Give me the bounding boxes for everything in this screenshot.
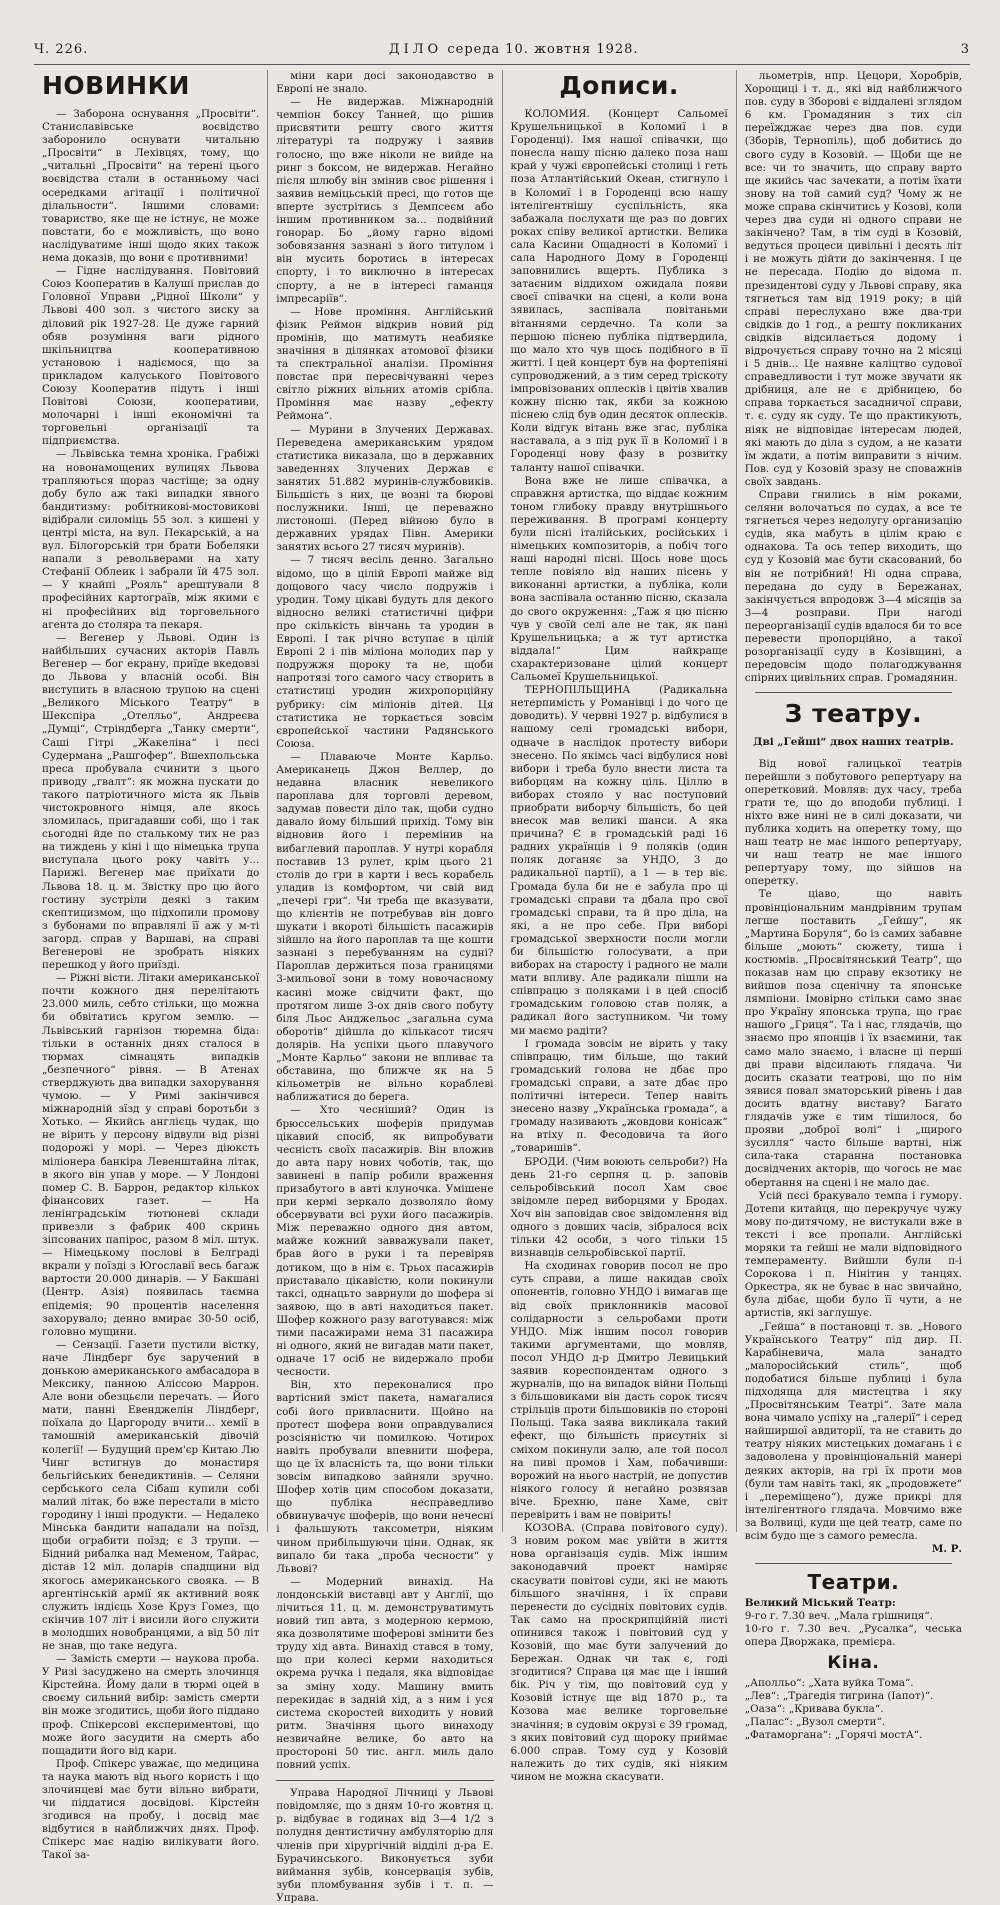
review-subheading: Дві „Гейші“ двох наших театрів.: [753, 736, 954, 749]
article-paragraph: — 7 тисяч весіль денно. Загально відомо, що в цілій Европі майже від дощового часу число подружів і уродин. Тому цікаві будуть для декого відносно великі статистичні цифри про скількість вінчань та уродин в Европі. І так річно вступає в цілій Европі 2 і пів міліона молодих пар у подружжя щороку та не, щоби напротязі того самого часу створить в статистиці уродин жихропорційну рубрику: сім міліонів дітей. Ця статистика не торкається зовсім європейської частини Радянського Союза.: [276, 554, 494, 750]
article-paragraph: — Заборона оснування „Просвіти“. Станиславівське воєвідство заборонило оснувати читальню „Просвіти“ в Лехівцях, тому, що „читальні „Просвіти“ на терені цього воєвідства стали в останньому часі осередками агітації і політичної ділальности“. Іншими словами: товариство, яке ще не істнує, не може повстати, бо є можливість, що воно наслідуватиме інші щодо яких також нема доказів, що вони є противними!: [42, 108, 260, 265]
listing-line: „Лев“: „Трагедія тигрина (Іапот)“.: [744, 1690, 934, 1703]
columns: [34, 70, 970, 1904]
article-paragraph: — Модерний винахід. На лондонській виставці авт у Англії, що лічиться 11. ц. м. демонструватимуть новий тип авта, з модерною кермою, яка дозволятиме шоферові змінити без труду хід авта. Винахід стався в тому, що при колесі керми находиться окрема ручка і педаля, яка відповідає за зміну ходу. Машину вмить перекидає в задній хід, а з ним і уся система скоростей виходить у новий ритм. Значіння цього винаходу незвичайне велике, бо авто на простороні 50 тис. англ. миль дало повний успіх.: [276, 1575, 494, 1772]
listing-line: „Аполльо“: „Хата вуйка Тома“.: [744, 1677, 914, 1690]
issue-number: Ч. 226.: [34, 42, 89, 57]
article-paragraph: — Ріжні вісти. Літаки американської почти кожного дня перелітають 23.000 миль, себто стільки, що можна би обвітатись кругом землю. — Львівський гарнізон тюремна біда: тільки в останніх днях сталося в тюрмах сімнацять випадків „безпечного“ рівня. — В Атенах стверджують два випадки захорування чумою. — У Римі закінчився міжнародній зїзд у справі боротьби з Хотько. — Якийсь англієць чудак, що не вірить у персону відвули від різні подорожі у морі. — Через діюксть міліонера банкіра Левенштайна літак, в якого він упав у море. — У Лондоні помер С. В. Баррон, редактор кількох фінансових газет. — На ленінградськім тютюневі склади привезли з фабрик 400 скринь зіпсованих папірос, разом 8 міл. штук. — Німецькому послові в Белграді вкрали у поїзді з Югославії весь багаж вартости 20.000 динарів. — У Бакшані (Центр. Азія) появилась таємна епідемія; 90 процентів населення захорувало; денно вмирає 30-50 осіб, головно мущини.: [42, 972, 260, 1338]
listing-line: „Фатаморгана“: „Горячі мостА“.: [744, 1729, 923, 1742]
article-paragraph: — Вегенер у Львові. Один із найбільших сучасних акторів Павль Вегенер — бог екрану, приїде вкедовзі до Львова у власній особі. Він виступить в власною трупою на сцені „Великого Міського Театру“ в Шекспіра „Отелльо“, Андреєва „Думці“, Стріндберга „Танку смерти“, Саші Гітрі „Жакеліна“ і пєсі Судермана „Рашгофер“. Вшехпольська преса пробувала счинити з цього приводу „гвалт“: як можна пускати до такого патріотичного міста як Львів чистокровного німця, але якось зломилась, пригадавши собі, що і так сьогодні йде по сталькому тих не раз на тиждень у кіні і що німецька трупа виступала цього року чавіть у... Парижі. Вегенер має приїхати до Львова 18. ц. м. Звістку про цю його гостину зустріли деякі з таким скептицизмом, що підхопили промову з бубонами по вправлялі її аж у м-ті загорд. справ у Варшаві, на справі Вегенерові не зробрать ніяких перешкод у його приїзді.: [42, 631, 260, 972]
article-paragraph: Те ціаво, що навіть провінціональним мандрівним трупам легше поставить „Гейшу“, як „Мартина Боруля“, бо із самих забавне більше „моють“ сюжету, тиша і костюмів. „Просвітянський Театр“, що показав нам цю справу екзотику не вийшов поза сценічну та японське лямпіони. Імовірно стільки само знає про Україну японська трупа, що грає нашого „Гриця“. Та і нас, глядачів, що знаємо про японців і їх взаємини, так само мало знаємо, і власне ці перші дві прави відсилають глядача. Чи досить сказати театрові, що по нім зявися повал зматорський рівень і дав досить вдатну виставу? Багато глядачів уже є тим тішилося, бо прояви „доброї волі“ і „щирого зусилля“ часто більше вартні, ніж сила-така старанна постановка досвідчених акторів, що чогось не має обертання на сцені і не мало дає.: [744, 888, 962, 1189]
article-paragraph: — Мурини в Злучених Державах. Переведена американським урядом статистика виказала, що в державних заведеннях Злучених Держав є занятих 51.882 муринів-службовиків. Більшість з них, це возні та бюрові послужники. Інші, це переважно листоноші. (Перед війною було в державних урядах Півн. Америки занятих всього 27 тисяч муринів).: [276, 423, 494, 554]
notice-text: Управа Народної Лічниці у Львові повідомляє, що з дням 10-го жовтня ц. р. відбуває в годинах від 3—4 1/2 з полудня дентистичну амбуляторію для членів при хірургічній відділі д-ра Е. Бурачинського. Виконується зуби виймання зубів, консервація зубів, зуби пломбування зубів і т. п. — Управа.: [276, 1787, 494, 1904]
section-heading-news: НОВИНКИ: [42, 71, 190, 100]
article-paragraph: — Сензації. Газети пустили вістку, наче Ліндберг бує заручений в донькою американського амбасадора в Мексику, панною Аліссою Маррон. Але вони обезцьєли перечать. — Його мати, панні Евенджелін Ліндберг, поїхала до Царгороду вчити... хемії в тамошній американській дівочій колегії! — Будущий прем'єр Китаю Лю Чинг встигнув до монастиря бельгійських бенедиктинів. — Селяни сербського села Сібаш купили собі малий літак, бо вже перестали в місто городину і інші продукти. — Недалеко Мінська бандити нападали на поїзд, щоби ограбити поїзд; є 3 трупи. — Бідний рибалка над Меменом, Тайрас, дістав 12 міл. доларів спадщини від якогось американського свояка. — В аргентінській армії як активний вояк служить індієць Хозе Круз Гомез, що скінчив 107 літ і висили його служити в молодших новобранцями, а від 50 літ не знав, що таке недуга.: [42, 1338, 260, 1652]
article-paragraph: „Гейша“ в постановці т. зв. „Нового Українського Театру“ під дир. П. Карабіневича, мала занадто „малоросійський стиль“, щоб подобатися більше публиці і була підходяща для мистецтва і яку „Просвітянським Театрі“. Зате мала вона чимало успіху на „галерії“ і серед найширшої авдиторії, та не ставить до театру ніяких мистецьких домагань і є задоволена у провінціональній манері деяких акторів, на грі їх проти мов (були там навіть такі, як „продовжете“ і „переміщено“), дуже прикрі для інтелігентного глядача. Мовчимо вже за Волвиці, куди ще цей театр, саме по всім будо ще з самого ремесла.: [744, 1320, 962, 1543]
divider: [755, 692, 952, 693]
article-paragraph: — Хто чесніший? Один із брюссельських шоферів придумав цікавий спосіб, як випробувати чесність своїх пасажирів. Він вложив до авта пару нових чоботів, так, що завинені в папір робили враження призабутого в авті клуночка. Умішене при кермі зеркало дозволяло йому обсервувати всі рухи його пасажирів. Між переважно одного дня автом, майже кожний завважували пакет, брав його в руки і та перевіряв дотиком, що в нім є. Трьох пасажирів приставало цікавістю, коли покинули таксі, однацьто заврнули до шофера зі заявою, що в авті находиться пакет. Шофер кожного разу ваготувався: між тими пасажирами нема 31 пасажира ні одного, який не вигадав мати пакет, одначе 17 осіб не видержало проби чесности.: [276, 1104, 494, 1379]
column-1: [34, 70, 268, 1862]
page-number: 3: [960, 42, 970, 57]
issue-date: середа 10. жовтня 1928.: [447, 42, 639, 57]
article-paragraph: Він, хто переконалися про вартісний зміст пакета, намагалися собі його привласнити. Щойно на протест шофера вони оправдувалися розсіяністю чи помилкою. Чотирох навіть пробували впевнити шофера, що це їх власність та, що вони тільки зовсім випадково зайняли зручно. Шофер хотів цим способом доказати, що публіка несправедливо обвинувачує шоферів, що вони нечесні і фальшують таксометри, ніяким чином прибільшуючи ціни. Однак, як випало би така „проба чесности“ у Львові?: [276, 1379, 494, 1575]
listing-line: „Палас“: „Вузол смерти“.: [744, 1716, 886, 1729]
masthead: [34, 40, 970, 65]
column-3: [503, 70, 737, 1783]
article-paragraph: Проф. Спікерс уважає, що медицина та наука мають від нього користь і що злочинцеві має бути вільно вибрати, чи піддатися досвідові. Кірстейн згодився на пробу, і досвід має відбутися в найближчих днях. Проф. Спікерс має надію вилікувати його. Такої за-: [42, 1757, 260, 1862]
article-paragraph: На сходинах говорив посол не про суть справи, а лише накидав своїх опонентів, головно УНДО і вимагав ще від своїх приклонників масової солідарности з сельробами проти УНДО. Між іншим посол говорив такими аргументами, що мовляв, посол УНДО д-р Дмитро Левицький заявив кореспондентам одного з журналів, що на випадок війни Польщі з більшовиками він дасть сорок тисяч стрільців проти більшовиків по стороні Польщі. Така заява викликала такий ефект, що більшість присутніх зі сміхом покинули залю, але той посол на пиві промов і Хам, побачивши: ворожий на нього настрій, не допустив ніякого голосу й негайно розвязав віче. Брехню, пане Хаме, світ перевірить і вам не повірить!: [510, 1260, 728, 1522]
column-4: [737, 70, 970, 1742]
article-paragraph: — Плаваюче Монте Карльо. Американець Джон Веллер, до недавна власник невеликого пароплава для торговлі деревом, задумав повести діло так, щоби судно давало йому більший прихід. Тому він відновив його і перемінив на вибаглевий пароплав. У нутрі корабля поставив 13 рулет, крім цього 21 столів до гри в карти і весь корабель уладив із комфортом, чи свій вид „печері гри“. Чи треба ще вказувати, що клієнтів не потребував він довго шукати і вкороті більшість пасажирів зійшло на його пароплав та ще кошти зазнані з перебуванням на судні? Пароплав держиться поза границями 3-мильової зони в тому новочасному касині може свідчити факт, що протягом лише 3-ох днів свого побуту біля Льос Анджельос „загальна сума оборотів“ дійшла до кількасот тисяч долярів. На успіхи цього плавучого „Монте Карльо“ закони не впливає та обставина, що ближче як на 5 кільометрів не вільно кораблеві наближатися до берега.: [276, 750, 494, 1104]
article-paragraph: — Не видержав. Міжнародній чемпіон боксу Танней, що рішив присвятити решту свого життя літературі та подружу і заявив голосно, що вже ніколи не вийде на ринг з боксом, не видержав. Негайно після шлюбу він змінив своє рішення і заявив неміцьській пресі, що готов ще вперте зустрітись з Демпсеєм або іншим противником за... подвійний гонорар. Бо „йому гарно відомі зобовязання зазнані з його титулом і він мусить боротись в інтересах спорту, і то виключно в інтересах спорту, а не в інтересі гаманця імпресаріїв“.: [276, 96, 494, 305]
masthead-title: [389, 42, 639, 57]
article-paragraph: — Нове проміння. Англійський фізик Реймон відкрив новий рід промінів, що матимуть неабияке значіння в ділянках атомової фізики та спектральної аналізи. Проміння повстає при пересвічуванні через світло ріжних вільних атомів срібла. Проміння має назву „ефекту Реймона“.: [276, 305, 494, 423]
article-paragraph: Справи гнились в нім роками, селяни волочаться по судах, а все те тягнеться через недолугу организацію судів, яка мабуть в цілім краю є однакова. Та ось тепер виходить, що суд у Козовій має бути скасований, бо він не потрібний! Ні одна справа, передана до суду в Бережанах, закінчується впродовж 3—4 місяців за 3—4 розправи. При нагоді переорганізації судів вдалося би то все перевести пропорційно, а такої розорганізації суду в Козівщині, а передовсім щодо полагоджування спірних цивільних справ. Громадянин.: [744, 489, 962, 685]
listing-line: „Оаза“: „Кривава букла“.: [744, 1703, 884, 1716]
article-paragraph: льометрів, нпр. Цецори, Хоробрів, Хорощиці і т. д., які від найближчого пов. суду в Зборові є віддалені зглядом 6 км. Громадянин з тих сіл переїжджає через два пов. суди (Зборів, Тернопіль), щоб добитись до свого суду в Козовій. — Щоби ще не все: чи то значить, що справу варто ще якийсь час зачекати, а потім їхати знову на той самий суд? Чому ж не може справа скінчитись у Козові, коли через два суди ні одного справи не закінчено? Там, в тім суді в Козовій, ведуться процеси цивільні і десять літ і не можуть дійти до закінчення. І це не пересада. Подію до відома п. президентові суду у Львові справу, яка тягнеться там від 1919 року; в цій справі переслухано вже два-три свідків до 1 год., а решту покликаних свідків відсилається додому і відрочується справу точно на 2 місяці і 5 днів... Це наявне каліцтво судової справедливости і тут може звучати як дрібниця, але не є дрібницею, бо справа торкається засадничої справи, т. є. суду як суду. Те що практикують, ніяк не відповідає інтересам людей, які мають до діла з судом, а не казати їм ждати, а потім виправити з нічим. Пов. суд у Козовій зразу не споважнів своїх завдань.: [744, 70, 962, 488]
article-paragraph: КОЗОВА. (Справа повітового суду). З новим роком має увійти в життя нова організація судів. Між іншим законодавчий проект наміряє скасувати повітові суди, які не мають більшого значіння, і їх справи перенести до сусідніх повітових судів. Так само на проскрипційній листі опинився також і повітовий суд у Козовій, що має бути залучений до Бережан. Однак чи так є, годі згодитися? Справа ця має ще і інший бік. Річ у тім, що повітовий суд у Козовій істнує ще від 1870 р., та Козова має велике торговельне значіння; в судовім окрузі є 39 громад, з яких повітовий суд щороку приймає 6.000 справ. Тому суд у Козовій належить до тих судів, які ніяким чином не можна скасувати.: [510, 1522, 728, 1783]
section-heading-theatres: Театри.: [807, 1570, 900, 1595]
article-paragraph: КОЛОМИЯ. (Концерт Сальомеї Крушельницької в Коломиї і в Городенці). Імя нашої співачки, що понесла нашу пісню далеко поза наш край у чужі європейські столиці і геть поза Атлантійський Океан, стигнуло і в Коломиї і в Городенці всю нашу інтелігентнішу суспільність, яка забажала послухати ще раз по довгих роках співу великої артистки. Велика сала Касини Ощадності в Коломиї і сала Народного Дому в Городенці заповнились вщерть. Публика з затаєним віддихом ожидала появи своєї співачки на сцені, а коли вона зявилась, заспівала повітаньми вітаннями сердечно. Та коли за першою піснею публіка підтвердила, що мало хто чув щось подібного в її житті. І цей концерт був на фортепіяні супроводжений, а з тим серед тріскоту імпровізованих оплесків і цвітів хвалив кожну пісню так, якби за кожною піснею слід був один десяток оплесків. Коли відгук вітань вже згас, публіка наставала, а з під рук її в Коломиї і в Городенці нову фазу в розвитку таланту нашої співачки.: [510, 108, 728, 474]
section-heading-cinemas: Кіна.: [827, 1653, 880, 1674]
listing-line: Великий Міський Театр:: [744, 1597, 896, 1610]
article-paragraph: — Львівська темна хроніка. Грабіжі на новонамощених вулицях Львова трапляються щораз частіще; за одну добу було аж такі випадки явного бандитизму: робітникові-мостовикові відібрали силоміць 55 зол. з кишені у центрі міста, на вул. Пекарській, а на вул. Білогорській три брати Бобеляки напали з револьверами на хату Стефанії Облеик і забрали їй 475 зол. — У кнайпі „Рояль“ арештували 8 професійних картограїв, між якими є ні професійних від торговельного агента до столяра та пекаря.: [42, 448, 260, 631]
article-paragraph: — Гідне наслідування. Повітовий Союз Кооператив в Калуші прислав до Головної Управи „Рідної Школи“ у Львові 400 зол. з чистого зиску за діловий рік 1927-28. Це дуже гарний обяв розуміння ваги рідного шкільництва кооперативною установою і надіємося, що за прикладом калуського Повітового Союзу Кооператив підуть і інші Повітові Союзи, кооперативи, молочарні і інші економічні та торговельні організації та підприємства.: [42, 265, 260, 448]
section-heading-theatre: З театру.: [784, 699, 923, 729]
article-paragraph: Вона вже не лише співачка, а справжня артистка, що віддає кожним тоном глибоку правду внутрішнього переживання. В програмі концерту були пісні італійських, російських і німецьких композиторів, а побіч того наші народні пісні. Щось нове щось тепле повіяло від наших пісень у виконанні артистки, а публіка, коли вона заспівала останню пісню, сказала до свого окруження: „Таж я цю пісню чув у своїй селі але не так, як пані Крушельницька; а ж тут артистка віддала!“ Цим найкраще схарактеризоване цілий концерт Сальомеї Крушельницької.: [510, 474, 728, 684]
article-paragraph: ТЕРНОПІЛЬЩИНА (Радикальна нетерпимість у Романівці і до чого це доводить). У червні 1927 р. відбулися в нашому селі громадські вибори, одначе в наслідок протесту вибори знесено. По якімсь часі відбулися нові вибори і треба було внести листа та виборцям на кожну ціль. Ціллю в виборах стояло у нас поступовий приобрати виборчу більшість, бо цей внесок мав великі шанси. А яка причина? Є в громадській раді 16 радних українців і 9 поляків (один поляк доганяє за УНДО, 3 до радикальної партії), а 1 — в тер віє. Громада була би не е забула про ці громадські справи та дбала про свої громадські справи, та й про діла, на які, а не про себе. При виборі громадської зверхности посли могли би більшістю голосувати, а при виборах на старосту і радного не мали мати впливу. Але радикали пішли на співпрацю з поляками і в цей спосіб громадським головою став поляк, а радикал його заступником. Чи тому ми маємо радіти?: [510, 684, 728, 1037]
article-paragraph: БРОДИ. (Чим воюють сельроби?) На день 21-го серпня ц. р. заповів сельробівський посол Хам своє звідомле перед виборцями у Бродах. Хоч він заповідав своє звідомлення від одного з довших часів, зібралося всіх тільки 42 особи, з чого тільки 15 визнавців сельробівської партії.: [510, 1155, 728, 1260]
column-2: [268, 70, 502, 1904]
article-paragraph: І громада зовсім не вірить у таку співпрацю, тим більше, що такий громадський голова не дбає про громадські справи, а зате дбає про політичні інтереси. Тепер навіть знесено назву „Українська громада“, а громаду називають „жовдови конісаж“ на втіху п. Фесодовича та його „товаришів“.: [510, 1037, 728, 1155]
article-paragraph: — Замість смерти — наукова проба. У Ризі засуджено на смерть злочинця Кірстейна. Йому дали в тюрмі оцей в своєму сильний вибір: замість смерти він може згодитись, щоби його піддано проф. Спікерсові експериментові, що може його засудити на смерть або пощадити його від кари.: [42, 1653, 260, 1757]
theatre-listing: [745, 1597, 962, 1649]
review-signature: М. Р.: [931, 1543, 962, 1556]
article-paragraph: Від нової галицької театрів перейшли з побутового репертуару на оперетковий. Мовляв: дух часу, треба грати те, що до вподоби публиці. І ніхто вже нині не в силі доказати, чи публика ходить на оперетку тому, що наш театр не має іншого репертуару, чи наш театр не має іншого репертуару тому, що зійшов на оперетку.: [744, 757, 962, 888]
paper-name: ДІЛО: [389, 42, 443, 57]
section-heading-correspondence: Дописи.: [559, 71, 679, 100]
listing-line: 9-го г. 7.30 веч. „Мала грішниця“.: [744, 1610, 933, 1623]
article-paragraph: міни кари досі законодавство в Европі не знало.: [276, 70, 494, 96]
listing-line: 10-го г. 7.30 веч. „Русалка“, чеська опера Дворжака, премієра.: [744, 1623, 962, 1649]
article-paragraph: Усій пєсі бракувало темпа і гумору. Дотепи китайця, що перекручує чужу мову по-дитячому, не вистукали вже в тексті і все пропали. Англійські моряки та гейші не мали відповідного темпераменту. Вийшли були п-і Сорокова і п. Нінітин у танцях. Оркестра, як не буває в нас звичайно, була дібає, щоби було її чути, а не артистів, які заглушує.: [744, 1189, 962, 1320]
divider: [755, 1563, 952, 1564]
clinic-notice: [276, 1780, 493, 1905]
cinema-listing: [745, 1677, 962, 1742]
